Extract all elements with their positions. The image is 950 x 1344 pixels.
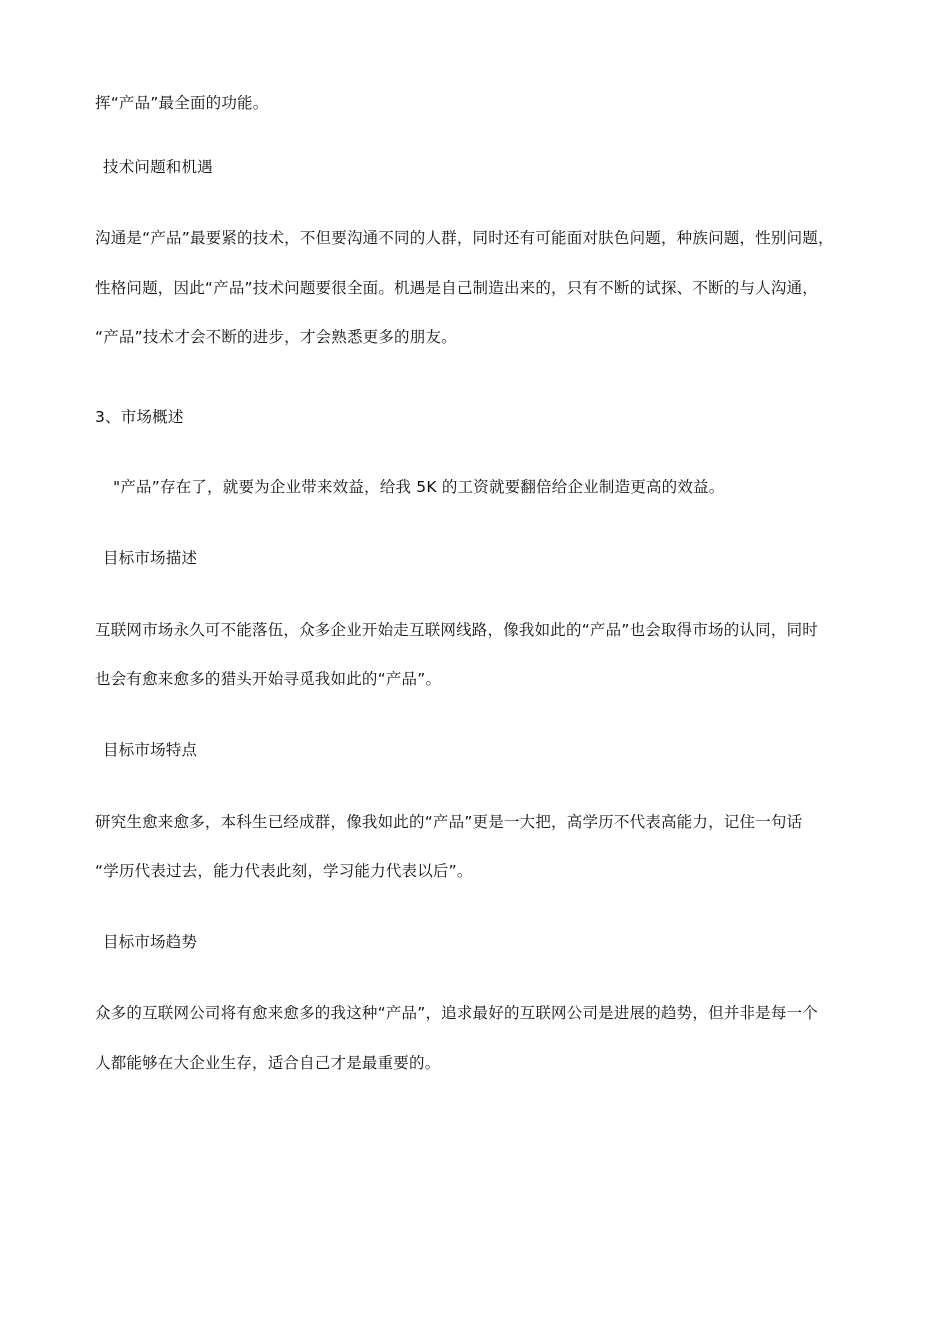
paragraph-line: 众多的互联网公司将有愈来愈多的我这种“产品”，追求最好的互联网公司是进展的趋势，但并非是每一个 — [95, 1004, 818, 1022]
paragraph-line: 也会有愈来愈多的猎头开始寻觅我如此的“产品”。 — [95, 670, 442, 688]
paragraph-line: 研究生愈来愈多，本科生已经成群，像我如此的“产品”更是一大把，高学历不代表高能力，记住一句话 — [95, 813, 803, 831]
section-heading: 目标市场趋势 — [103, 933, 198, 951]
paragraph-line: “学历代表过去，能力代表此刻，学习能力代表以后”。 — [95, 862, 473, 880]
section-heading: 目标市场描述 — [103, 549, 198, 567]
section-heading: 技术问题和机遇 — [103, 158, 213, 176]
paragraph-line: 性格问题，因此“产品”技术问题要很全面。机遇是自己制造出来的，只有不断的试探、不断的与人沟通， — [95, 279, 818, 297]
paragraph-line: 挥“产品”最全面的功能。 — [95, 94, 269, 112]
paragraph-line: 沟通是“产品”最要紧的技术，不但要沟通不同的人群，同时还有可能面对肤色问题，种族问题，性别问题， — [95, 229, 834, 247]
paragraph-line: “产品”技术才会不断的进步，才会熟悉更多的朋友。 — [95, 328, 457, 346]
paragraph-line: "产品”存在了，就要为企业带来效益，给我 5K 的工资就要翻倍给企业制造更高的效益。 — [113, 478, 725, 496]
section-heading: 3、市场概述 — [95, 408, 184, 426]
paragraph-line: 人都能够在大企业生存，适合自己才是最重要的。 — [95, 1054, 441, 1072]
paragraph-line: 互联网市场永久可不能落伍，众多企业开始走互联网线路，像我如此的“产品”也会取得市场的认同，同时 — [95, 621, 818, 639]
section-heading: 目标市场特点 — [103, 741, 198, 759]
